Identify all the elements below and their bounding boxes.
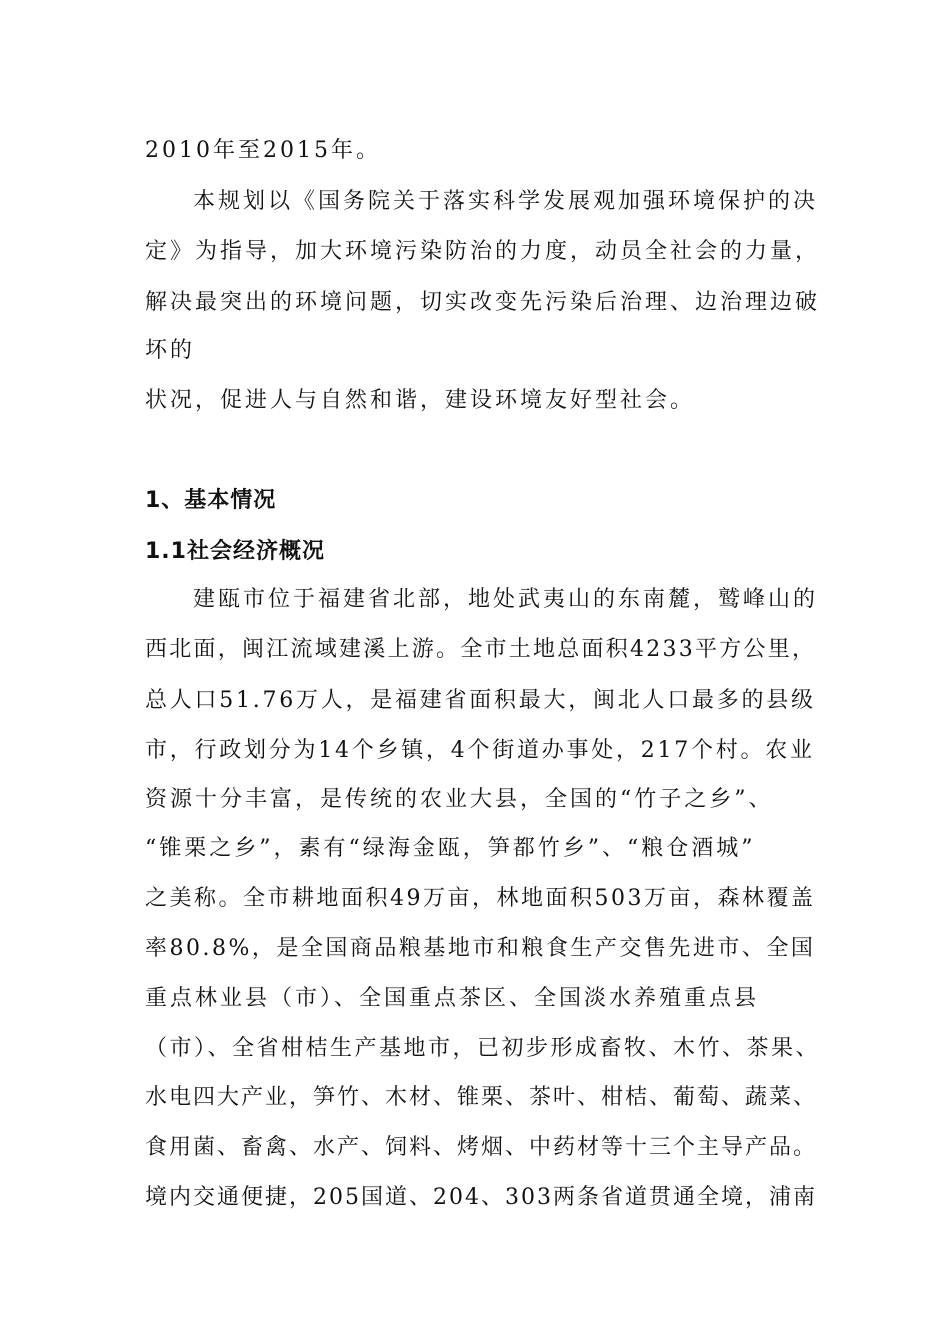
body-line-3: 总人口51.76万人，是福建省面积最大，闽北人口最多的县级 [145,688,816,713]
intro-line-1: 2010年至2015年。 [145,138,381,163]
intro-line-4: 解决最突出的环境问题，切实改变先污染后治理、边治理边破 [145,290,821,315]
body-line-11: 水电四大产业，笋竹、木材、锥栗、茶叶、柑桔、葡萄、蔬菜、 [145,1085,818,1110]
intro-line-3: 定》为指导，加大环境污染防治的力度，动员全社会的力量， [145,239,821,264]
body-line-13: 境内交通便捷，205国道、204、303两条省道贯通全境，浦南 [145,1185,817,1210]
subsection-heading: 1.1社会经济概况 [145,539,325,564]
body-line-5: 资源十分丰富，是传统的农业大县，全国的“竹子之乡”、 [145,787,774,812]
body-line-4: 市，行政划分为14个乡镇，4个街道办事处，217个村。农业 [145,738,815,763]
body-line-6: “锥栗之乡”，素有“绿海金瓯，笋都竹乡”、“粮仓酒城” [145,836,756,861]
body-line-9: 重点林业县（市）、全国重点茶区、全国淡水养殖重点县 [145,986,760,1011]
intro-line-5: 坏的 [145,338,196,363]
body-line-1: 建瓯市位于福建省北部，地处武夷山的东南麓，鹫峰山的 [193,587,819,612]
intro-line-2: 本规划以《国务院关于落实科学发展观加强环境保护的决 [193,189,819,214]
body-line-12: 食用菌、畜禽、水产、饲料、烤烟、中药材等十三个主导产品。 [145,1135,818,1160]
body-line-7: 之美称。全市耕地面积49万亩，林地面积503万亩，森林覆盖 [145,886,816,911]
body-line-2: 西北面，闽江流域建溪上游。全市土地总面积4233平方公里， [145,637,817,662]
body-line-10: （市）、全省柑桔生产基地市，已初步形成畜牧、木竹、茶果、 [145,1036,821,1061]
body-line-8: 率80.8%，是全国商品粮基地市和粮食生产交售先进市、全国 [145,936,816,961]
intro-line-6: 状况，促进人与自然和谐，建设环境友好型社会。 [145,388,696,413]
section-heading: 1、基本情况 [145,488,277,513]
